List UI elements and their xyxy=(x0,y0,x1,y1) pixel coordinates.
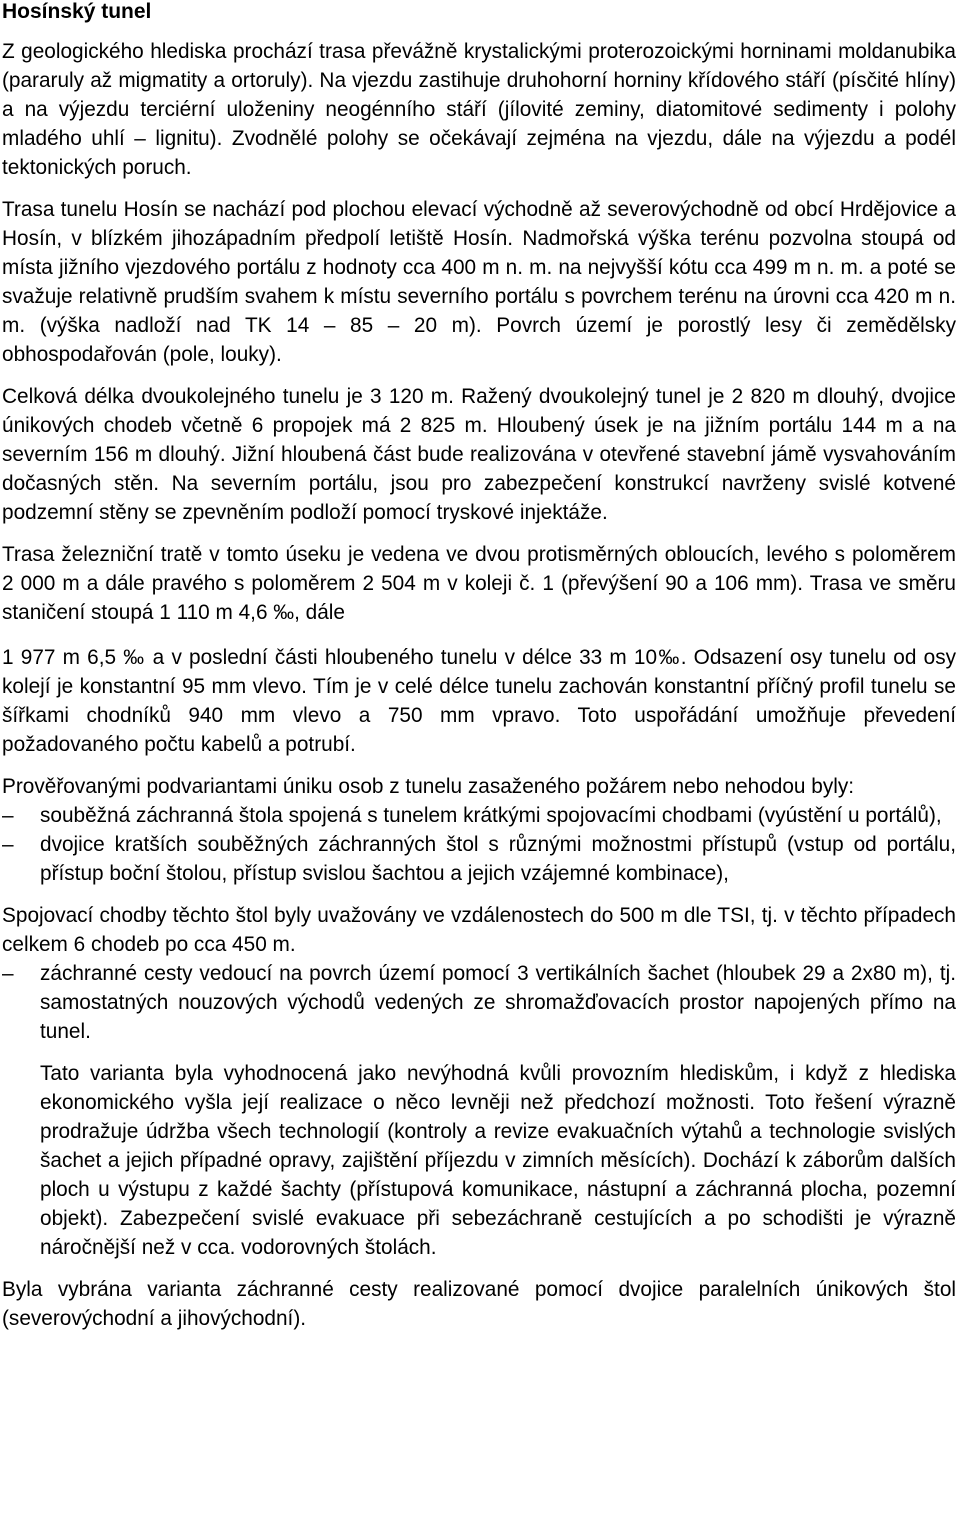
document-page xyxy=(2,0,956,1333)
list-item xyxy=(2,801,956,830)
list-item xyxy=(2,959,956,1046)
list-item-text: záchranné cesty vedoucí na povrch území pomocí 3 vertikálních šachet (hloubek 29 a 2x80 m), tj. samostatných nouzových východů vedených ze shromažďovacích prostor napojených přímo na tunel. xyxy=(40,962,956,1043)
list-item xyxy=(2,830,956,888)
paragraph-connecting-corridors: Spojovací chodby těchto štol byly uvažovány ve vzdálenostech do 500 m dle TSI, tj. v těchto případech celkem 6 chodeb po cca 450 m. xyxy=(2,904,956,956)
document-title: Hosínský tunel xyxy=(2,0,152,23)
bullet-dash: – xyxy=(2,962,14,985)
paragraph-location: Trasa tunelu Hosín se nachází pod plochou elevací východně až severovýchodně od obcí Hrdějovice a Hosín, v blízkém jihozápadním předpolí letiště Hosín. Nadmořská výška terénu pozvolna stoupá od místa jižního vjezdového portálu z hodnoty cca 400 m n. m. na nejvyšší kótu cca 499 m n. m. a poté se svažuje relativně prudším svahem k místu severního portálu s povrchem terénu na úrovni cca 420 m n. m. (výška nadloží nad TK 14 – 85 – 20 m). Povrch území je porostlý lesy či zemědělsky obhospodařován (pole, louky). xyxy=(2,198,956,366)
list-item-text: dvojice kratších souběžných záchranných štol s různými možnostmi přístupů (vstup od portálu, přístup boční štolou, přístup svislou šachtou a jejich vzájemné kombinace), xyxy=(40,833,956,885)
paragraph-evacuation-variants: Prověřovanými podvariantami úniku osob z tunelu zasaženého požárem nebo nehodou byly: xyxy=(2,775,855,798)
list-item-text: souběžná záchranná štola spojená s tunelem krátkými spojovacími chodbami (vyústění u portálů), xyxy=(40,804,942,827)
paragraph-tunnel-length: Celková délka dvoukolejného tunelu je 3 120 m. Ražený dvoukolejný tunel je 2 820 m dlouhý, dvojice únikových chodeb včetně 6 propojek má 2 825 m. Hloubený úsek je na jižním portálu 144 m a na severním 156 m dlouhý. Jižní hloubená část bude realizována v otevřené stavební jámě vysvahováním dočasných stěn. Na severním portálu, jsou pro zabezpečení konstrukcí navrženy svislé kotvené podzemní stěny se zpevněním podloží pomocí tryskové injektáže. xyxy=(2,385,956,524)
paragraph-geology: Z geologického hlediska prochází trasa převážně krystalickými proterozoickými horninami moldanubika (pararuly až migmatity a ortoruly). Na vjezdu zastihuje druhohorní horniny křídového stáří (písčité hlíny) a na výjezdu terciérní uloženiny neogénního stáří (jílovité zeminy, diatomitové sedimenty i polohy mladého uhlí – lignitu). Zvodnělé polohy se očekávají zejména na vjezdu, dále na výjezdu a podél tektonických poruch. xyxy=(2,40,956,179)
paragraph-variant-evaluation: Tato varianta byla vyhodnocená jako nevýhodná kvůli provozním hlediskům, i když z hlediska ekonomického vyšla její realizace o něco levněji než předchozí možnosti. Toto řešení výrazně prodražuje údržba všech technologií (kontroly a revize evakuačních výtahů a technologie svislých šachet a jejich případné opravy, zajištění příjezdu v zimních měsících). Dochází k záborům dalších ploch u výstupu z každé šachty (přístupová komunikace, nástupní a záchranná plocha, pozemní objekt). Zabezpečení svislé evakuace při sebezáchraně cestujících a po schodišti je výrazně náročnější než v cca. vodorovných štolách. xyxy=(40,1062,956,1259)
paragraph-track-continued: 1 977 m 6,5 ‰ a v poslední části hloubeného tunelu v délce 33 m 10‰. Odsazení osy tunelu od osy kolejí je konstantní 95 mm vlevo. Tím je v celé délce tunelu zachován konstantní příčný profil tunelu se šířkami chodníků 940 mm vlevo a 750 mm vpravo. Toto uspořádání umožňuje převedení požadovaného počtu kabelů a potrubí. xyxy=(2,646,956,756)
paragraph-track-alignment: Trasa železniční tratě v tomto úseku je vedena ve dvou protisměrných obloucích, levého s poloměrem 2 000 m a dále pravého s poloměrem 2 504 m v koleji č. 1 (převýšení 90 a 106 mm). Trasa ve směru staničení stoupá 1 110 m 4,6 ‰, dále xyxy=(2,543,956,624)
bullet-dash: – xyxy=(2,804,14,827)
bullet-dash: – xyxy=(2,833,14,856)
paragraph-selected-variant: Byla vybrána varianta záchranné cesty realizované pomocí dvojice paralelních únikových štol (severovýchodní a jihovýchodní). xyxy=(2,1278,956,1330)
